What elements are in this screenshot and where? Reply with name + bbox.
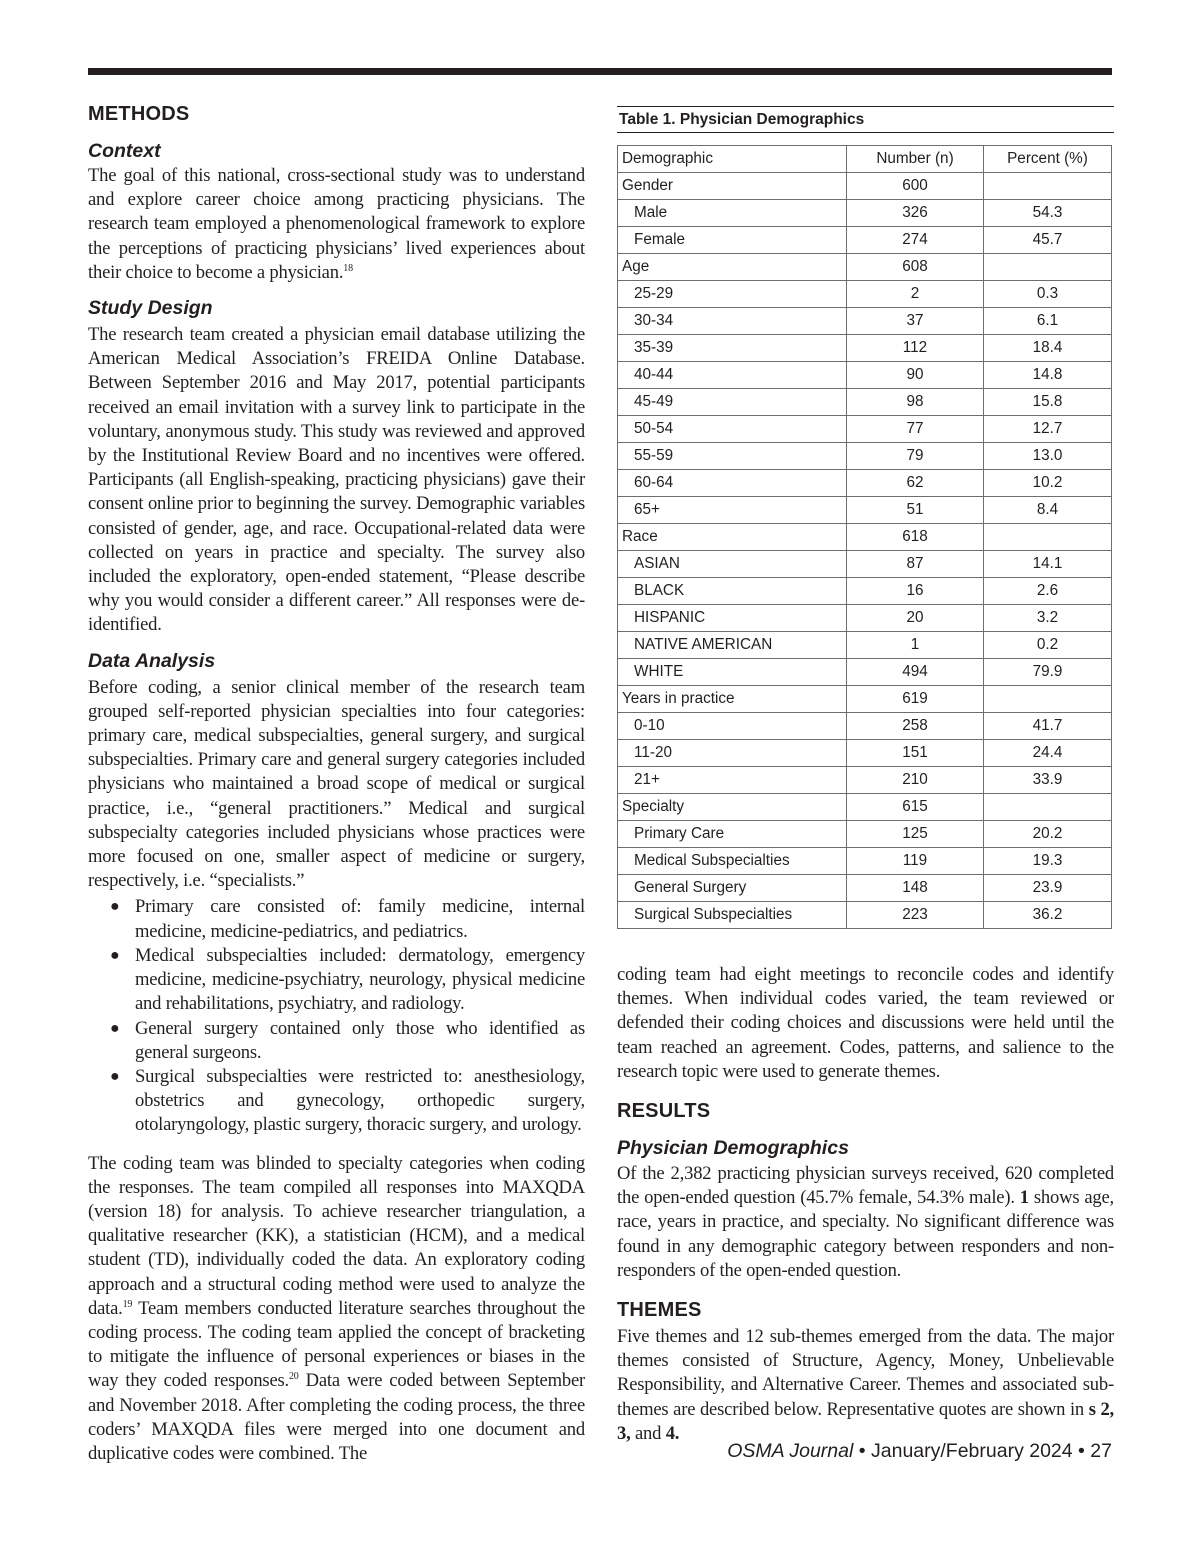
cell-percent: 14.8 — [984, 362, 1112, 389]
specialty-bullet-list — [88, 895, 585, 1137]
cell-number: 90 — [847, 362, 984, 389]
cell-number: 2 — [847, 281, 984, 308]
cell-percent: 2.6 — [984, 578, 1112, 605]
cell-number: 618 — [847, 524, 984, 551]
cell-percent: 8.4 — [984, 497, 1112, 524]
cell-demographic: General Surgery — [618, 875, 847, 902]
cell-number: 125 — [847, 821, 984, 848]
table-row — [618, 308, 1112, 335]
cell-percent: 12.7 — [984, 416, 1112, 443]
table-row — [618, 902, 1112, 929]
left-column — [88, 98, 585, 1466]
demographics-paragraph: Of the 2,382 practicing physician surveys received, 620 completed the open-ended question (45.7% female, 54.3% male). 1 shows age, race, years in practice, and specialty. No significant difference was found in any demographic category between responders and non-responders of the open-ended question. — [617, 1163, 1114, 1281]
table-row — [618, 578, 1112, 605]
cell-demographic: 50-54 — [618, 416, 847, 443]
issue-date: January/February 2024 — [871, 1440, 1073, 1462]
cell-percent: 14.1 — [984, 551, 1112, 578]
table-row — [618, 875, 1112, 902]
coding-paragraph: The coding team was blinded to specialty categories when coding the responses. The team compiled all responses into MAXQDA (version 18) for analysis. To achieve researcher triangulation, a qualitative researcher (KK), a statistician (HCM), and a medical student (TD), individually coded the data. An exploratory coding approach and a structural coding method were used to analyze the data.$^{19}$ Team members conducted literature searches throughout the coding process. The coding team applied the concept of bracketing to mitigate the influence of personal experiences or biases in the way they coded responses.$^{20}$ Data were coded between September and November 2018. After completing the coding process, the three coders’ MAXQDA files were merged into one document and duplicative codes were combined. The — [88, 1152, 585, 1464]
cell-percent: 33.9 — [984, 767, 1112, 794]
cell-percent — [984, 254, 1112, 281]
table-row — [618, 524, 1112, 551]
table-row — [618, 281, 1112, 308]
cell-percent: 19.3 — [984, 848, 1112, 875]
bullet-item: ● General surgery contained only those who identified as general surgeons. — [110, 1017, 585, 1063]
table-row — [618, 200, 1112, 227]
context-paragraph — [88, 164, 585, 285]
page-number: 27 — [1090, 1440, 1112, 1462]
cell-demographic: 11-20 — [618, 740, 847, 767]
cell-percent: 10.2 — [984, 470, 1112, 497]
ref-19: 19 — [122, 1298, 133, 1310]
table-caption: Table 1. Physician Demographics — [619, 111, 865, 128]
cell-demographic: 0-10 — [618, 713, 847, 740]
cell-number: 210 — [847, 767, 984, 794]
cell-demographic: Primary Care — [618, 821, 847, 848]
cell-number: 20 — [847, 605, 984, 632]
cell-percent: 24.4 — [984, 740, 1112, 767]
cell-percent: 45.7 — [984, 227, 1112, 254]
cell-demographic: 45-49 — [618, 389, 847, 416]
cell-percent: 13.0 — [984, 443, 1112, 470]
table-row — [618, 686, 1112, 713]
table-row — [618, 659, 1112, 686]
table-row — [618, 794, 1112, 821]
cell-number: 37 — [847, 308, 984, 335]
cell-demographic: Years in practice — [618, 686, 847, 713]
table-row — [618, 632, 1112, 659]
table-row — [618, 416, 1112, 443]
header-number: Number (n) — [847, 146, 984, 173]
cell-percent: 20.2 — [984, 821, 1112, 848]
cell-percent: 6.1 — [984, 308, 1112, 335]
cell-percent: 41.7 — [984, 713, 1112, 740]
study-design-heading: Study Design — [88, 297, 213, 320]
cell-number: 62 — [847, 470, 984, 497]
cell-demographic: 21+ — [618, 767, 847, 794]
themes-heading: THEMES — [617, 1299, 702, 1322]
methods-heading: METHODS — [88, 103, 190, 125]
top-rule — [88, 68, 1112, 75]
data-analysis-heading: Data Analysis — [88, 649, 216, 672]
cell-number: 119 — [847, 848, 984, 875]
cell-number: 151 — [847, 740, 984, 767]
cell-percent — [984, 173, 1112, 200]
cell-demographic: Age — [618, 254, 847, 281]
bullet-item: ● Medical subspecialties included: dermatology, emergency medicine, medicine-psychiatry, neurology, physical medicine and rehabilitations, psychiatry, and radiology. — [110, 944, 585, 1015]
cell-demographic: 35-39 — [618, 335, 847, 362]
cell-percent — [984, 794, 1112, 821]
coding-continued-paragraph: coding team had eight meetings to reconcile codes and identify themes. When individual codes varied, the team reviewed or defended their coding choices and discussions were held until the team reached an agreement. Codes, patterns, and salience to the research topic were used to generate themes. — [617, 964, 1114, 1082]
table-row — [618, 362, 1112, 389]
table-row — [618, 173, 1112, 200]
table-row — [618, 767, 1112, 794]
cell-demographic: Female — [618, 227, 847, 254]
cell-demographic: 55-59 — [618, 443, 847, 470]
cell-demographic: Surgical Subspecialties — [618, 902, 847, 929]
ref-20: 20 — [289, 1371, 299, 1383]
table-caption-bar — [617, 106, 1114, 133]
bullet-item: ● Primary care consisted of: family medicine, internal medicine, medicine-pediatrics, and pediatrics. — [110, 896, 585, 942]
cell-demographic: Specialty — [618, 794, 847, 821]
table-row — [618, 713, 1112, 740]
cell-percent: 54.3 — [984, 200, 1112, 227]
cell-number: 258 — [847, 713, 984, 740]
cell-number: 600 — [847, 173, 984, 200]
table-row — [618, 335, 1112, 362]
cell-demographic: ASIAN — [618, 551, 847, 578]
cell-number: 326 — [847, 200, 984, 227]
page-footer: OSMA Journal • January/February 2024 • 27 — [727, 1440, 1112, 1462]
table-body — [618, 173, 1112, 929]
context-heading: Context — [88, 140, 161, 162]
cell-number: 51 — [847, 497, 984, 524]
data-analysis-paragraph: Before coding, a senior clinical member of the research team grouped self-reported physician specialties into four categories: primary care, medical subspecialties, general surgery, and surgical subspecialties. Primary care and general surgery categories included physicians who maintained a broad scope of medical or surgical practice, i.e., “general practitioners.” Medical and surgical subspecialty categories included physicians whose practices were more focused on one, smaller aspect of medicine or surgery, respectively, i.e. “specialists.” — [88, 676, 585, 892]
cell-demographic: Male — [618, 200, 847, 227]
cell-number: 619 — [847, 686, 984, 713]
right-column — [617, 98, 1114, 1446]
cell-percent — [984, 524, 1112, 551]
cell-number: 148 — [847, 875, 984, 902]
cell-number: 223 — [847, 902, 984, 929]
bullet-item: ● Surgical subspecialties were restricted to: anesthesiology, obstetrics and gynecology, orthopedic surgery, otolaryngology, plastic surgery, thoracic surgery, and urology. — [110, 1065, 585, 1136]
study-design-paragraph: The research team created a physician email database utilizing the American Medical Association’s FREIDA Online Database. Between September 2016 and May 2017, potential participants received an email invitation with a survey link to participate in the voluntary, anonymous study. This study was reviewed and approved by the Institutional Review Board and no incentives were offered. Participants (all English-speaking, practicing physicians) gave their consent online prior to beginning the survey. Demographic variables consisted of gender, age, and race. Occupational-related data were collected on years in practice and specialty. The survey also included the exploratory, open-ended statement, “Please describe why you would consider a different career.” All responses were de-identified. — [88, 324, 585, 636]
table-row — [618, 740, 1112, 767]
cell-demographic: Medical Subspecialties — [618, 848, 847, 875]
table-row — [618, 551, 1112, 578]
cell-demographic: NATIVE AMERICAN — [618, 632, 847, 659]
cell-demographic: 60-64 — [618, 470, 847, 497]
table-row — [618, 821, 1112, 848]
cell-percent: 18.4 — [984, 335, 1112, 362]
cell-number: 1 — [847, 632, 984, 659]
cell-number: 79 — [847, 443, 984, 470]
bullet-icon: ● — [110, 946, 120, 964]
cell-number: 16 — [847, 578, 984, 605]
bullet-icon: ● — [110, 1019, 120, 1037]
cell-demographic: 25-29 — [618, 281, 847, 308]
cell-number: 98 — [847, 389, 984, 416]
cell-number: 87 — [847, 551, 984, 578]
cell-number: 77 — [847, 416, 984, 443]
cell-demographic: WHITE — [618, 659, 847, 686]
cell-percent — [984, 686, 1112, 713]
cell-number: 608 — [847, 254, 984, 281]
results-heading: RESULTS — [617, 1100, 711, 1123]
table-row — [618, 254, 1112, 281]
journal-name: OSMA Journal — [727, 1440, 854, 1462]
cell-number: 112 — [847, 335, 984, 362]
table-header-row — [618, 146, 1112, 173]
table-row — [618, 389, 1112, 416]
cell-number: 274 — [847, 227, 984, 254]
cell-percent: 0.3 — [984, 281, 1112, 308]
cell-demographic: 65+ — [618, 497, 847, 524]
themes-paragraph: Five themes and 12 sub-themes emerged from the data. The major themes consisted of Structure, Agency, Money, Unbelievable Responsibility, and Alternative Career. Themes and associated sub-themes are described below. Representative quotes are shown in s 2, 3, and 4. — [617, 1326, 1114, 1444]
table-row — [618, 227, 1112, 254]
header-demographic: Demographic — [618, 146, 847, 173]
cell-demographic: Gender — [618, 173, 847, 200]
cell-percent: 79.9 — [984, 659, 1112, 686]
table-row — [618, 848, 1112, 875]
cell-percent: 36.2 — [984, 902, 1112, 929]
cell-percent: 23.9 — [984, 875, 1112, 902]
context-text: The goal of this national, cross-sectional study was to understand and explore career choice among practicing physicians. The research team employed a phenomenological framework to explore the perceptions of practicing physicians’ lived experiences about their choice to become a physician. — [88, 165, 585, 283]
table-row — [618, 470, 1112, 497]
table-row — [618, 605, 1112, 632]
cell-demographic: 30-34 — [618, 308, 847, 335]
cell-percent: 3.2 — [984, 605, 1112, 632]
cell-percent: 0.2 — [984, 632, 1112, 659]
cell-percent: 15.8 — [984, 389, 1112, 416]
ref-18: 18 — [343, 262, 353, 274]
cell-demographic: Race — [618, 524, 847, 551]
cell-number: 615 — [847, 794, 984, 821]
cell-demographic: BLACK — [618, 578, 847, 605]
table-row — [618, 497, 1112, 524]
cell-number: 494 — [847, 659, 984, 686]
bullet-icon: ● — [110, 898, 120, 916]
header-percent: Percent (%) — [984, 146, 1112, 173]
cell-demographic: 40-44 — [618, 362, 847, 389]
cell-demographic: HISPANIC — [618, 605, 847, 632]
bullet-icon: ● — [110, 1067, 120, 1085]
physician-demographics-heading: Physician Demographics — [617, 1137, 849, 1160]
table-row — [618, 443, 1112, 470]
demographics-table — [617, 145, 1112, 929]
